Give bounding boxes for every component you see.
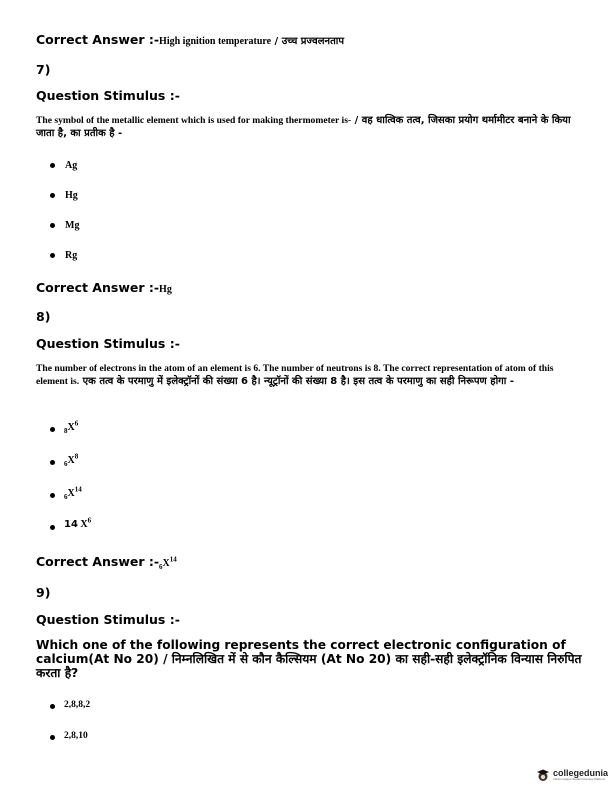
answer-value <box>159 555 177 571</box>
element-symbol: X <box>67 488 75 499</box>
answer-label: Correct Answer :- <box>36 280 160 295</box>
option: 2,8,8,2 <box>64 700 91 710</box>
mass-number: 6 <box>87 516 92 525</box>
mass-number: 14 <box>74 485 82 494</box>
atomic-number: 6 <box>64 460 68 468</box>
question-number: 7) <box>36 62 51 77</box>
option-nuclide <box>64 485 82 501</box>
question-stimulus-label: Question Stimulus :- <box>36 612 180 627</box>
bullet <box>50 163 55 168</box>
bullet <box>50 253 55 258</box>
bullet <box>50 427 55 432</box>
option: Ag <box>65 160 78 171</box>
atomic-number: 14 <box>64 519 78 530</box>
bullet <box>50 193 55 198</box>
option: 2,8,10 <box>64 731 88 741</box>
atomic-number: 6 <box>159 563 163 571</box>
stimulus-en: The symbol of the metallic element which is used for making thermometer is- <box>36 115 352 126</box>
collegedunia-logo <box>536 768 608 782</box>
option: Hg <box>65 190 78 201</box>
bullet <box>50 460 55 465</box>
q7-answer <box>36 277 172 296</box>
answer-label: Correct Answer :- <box>36 554 160 569</box>
option-nuclide <box>64 419 79 435</box>
atomic-number: 8 <box>64 427 68 435</box>
q8-answer <box>36 551 177 570</box>
element-symbol: X <box>67 455 75 466</box>
mass-number: 6 <box>74 419 79 428</box>
answer-value: Hg <box>159 284 172 295</box>
stimulus-hi: / वह धात्विक तत्व, जिसका प्रयोग थर्मामीटर बनाने के किया जाता है, का प्रतीक है - <box>36 115 571 139</box>
question-stimulus: Which one of the following represents the correct electronic configuration of calcium(At No 20) / निम्नलिखित में से कौन कैल्सियम (At No 20) का सही-सही इलेक्ट्रॉनिक विन्यास निरुपित करता है? <box>36 638 582 680</box>
element-symbol: X <box>80 519 88 530</box>
bullet <box>50 223 55 228</box>
logo-tagline: India's largest Student Review Platform <box>552 777 606 781</box>
question-number: 8) <box>36 309 51 324</box>
question-stimulus <box>36 114 581 140</box>
graduate-icon <box>536 768 550 782</box>
option: Rg <box>65 250 78 261</box>
stimulus-hi: एक तत्व के परमाणु में इलेक्ट्रॉनों की संख्या 6 है। न्यूट्रॉनों की संख्या 8 है। इस तत्व के परमाणु का सही निरूपण होगा - <box>79 376 515 387</box>
bullet <box>50 525 55 530</box>
atomic-number: 6 <box>64 493 68 501</box>
logo-text: collegedunia <box>552 768 608 778</box>
question-number: 9) <box>36 585 51 600</box>
mass-number: 8 <box>74 452 79 461</box>
option-nuclide <box>64 452 79 468</box>
bullet <box>50 704 55 709</box>
element-symbol: X <box>67 422 75 433</box>
bullet <box>50 493 55 498</box>
option: Mg <box>65 220 80 231</box>
question-stimulus <box>36 362 581 388</box>
option-nuclide <box>64 516 92 530</box>
answer-label: Correct Answer :- <box>36 32 160 47</box>
q6-answer <box>36 29 344 48</box>
stimulus-en: The number of electrons in the atom of an element is 6. The number of neutrons is 8. The correct representation of atom of this element is. <box>36 363 554 387</box>
element-symbol: X <box>162 558 170 569</box>
answer-hi: / उच्च प्रज्वलनताप <box>271 36 345 47</box>
question-stimulus-label: Question Stimulus :- <box>36 336 180 351</box>
question-stimulus-label: Question Stimulus :- <box>36 88 180 103</box>
bullet <box>50 735 55 740</box>
answer-en: High ignition temperature <box>159 36 272 47</box>
mass-number: 14 <box>169 555 177 564</box>
